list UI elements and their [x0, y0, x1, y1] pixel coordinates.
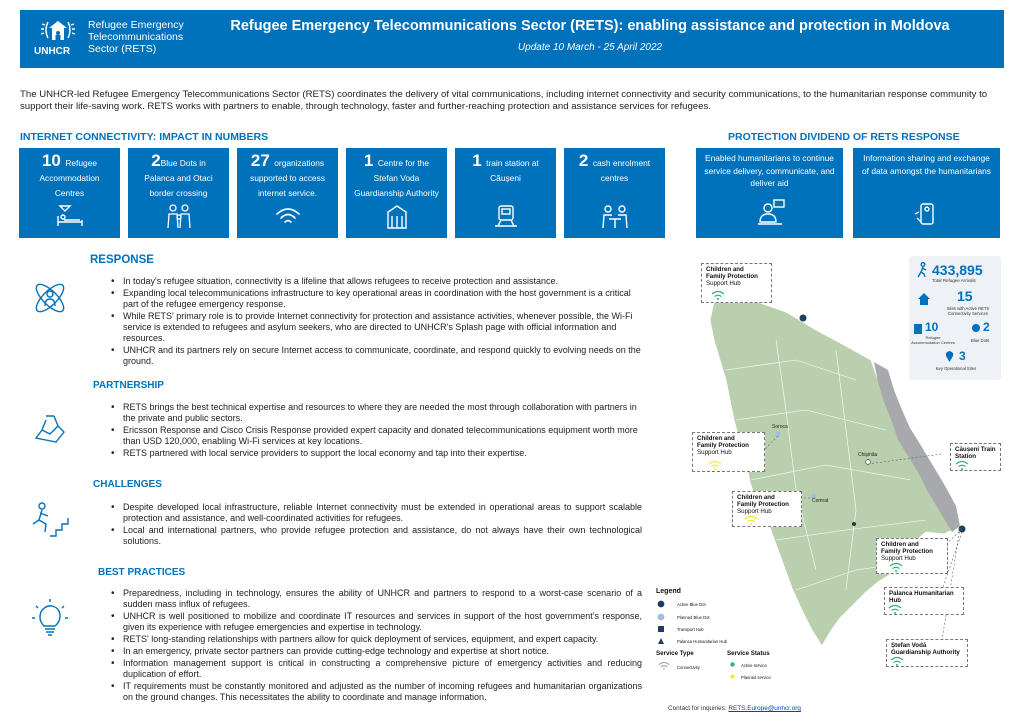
stat-cash-enrolment: 2 cash enrolment centres	[564, 148, 665, 238]
list-item: • Preparedness, including in technology, ensures the ability of UNHCR and partners to respond to a worst-case scenario of a sudden mass influx of refugees.	[108, 588, 642, 610]
connectivity-active-icon	[890, 656, 904, 666]
page-title: Refugee Emergency Telecommunications Sector (RETS): enabling assistance and protection in Moldova	[230, 18, 950, 34]
partnership-list	[108, 402, 642, 460]
connectivity-active-icon	[888, 604, 902, 614]
map-stats-panel: 433,895 Total Refugee Arrivals 15 Sites with Active RETS Connectivity Services 10 Refugee Accommodation Centres 2 Blue Dots 3 Key Operational Sites	[909, 256, 1001, 380]
stat-blue-dots: 2	[983, 320, 990, 334]
laptop-user-icon	[754, 198, 786, 230]
blue-dot-marker	[800, 315, 807, 322]
callout-palanca-humanitarian-hub: Palanca Humanitarian Hub	[884, 587, 964, 615]
protection-heading: PROTECTION DIVIDEND OF RETS RESPONSE	[728, 131, 960, 143]
bed-icon	[55, 202, 85, 230]
unhcr-caption: UNHCR	[34, 46, 71, 57]
stat-guardianship-centre: 1 Centre for the Stefan Voda Guardianship Authority	[346, 148, 447, 238]
stairs-climb-icon	[28, 498, 72, 542]
legend-item: Transport Hub	[677, 627, 704, 632]
transport-hub-icon	[657, 625, 665, 633]
list-item: • Information management support is critical in constructing a comprehensive picture of emergency activities and reducing duplication of effort.	[108, 658, 642, 680]
protection-box-service-delivery: Enabled humanitarians to continue service delivery, communicate, and deliver aid	[696, 148, 843, 238]
list-item: • Expanding local telecommunications infrastructure to key operational areas in coordination with the host government is a critical part of the refugee emergency response.	[108, 288, 642, 310]
impact-heading: INTERNET CONNECTIVITY: IMPACT IN NUMBERS	[20, 131, 269, 143]
legend-status-item: Planned service	[741, 675, 771, 680]
list-item: • Despite developed local infrastructure, reliable Internet connectivity must be extended in operational areas to support scalable protection and assistance, and well-coordinated activities for refugees.	[108, 502, 642, 524]
cash-desk-icon	[600, 202, 630, 230]
best-practices-heading: BEST PRACTICES	[98, 567, 186, 578]
service-type-title: Service Type	[656, 650, 694, 657]
response-heading: RESPONSE	[90, 254, 154, 266]
protection-box-information-sharing: Information sharing and exchange of data amongst the humanitarians	[853, 148, 1000, 238]
active-service-dot-icon	[730, 662, 735, 667]
list-item: • RETS' long-standing relationships with partners allow for quick deployment of services, equipment, and expert capacity.	[108, 634, 642, 645]
legend-status-item: Active service	[741, 663, 767, 668]
list-item: • IT requirements must be constantly monitored and adjusted as the number of incoming refugees and humanitarian organizations on the ground changes. This necessitates the ability to coordinate and manage information.	[108, 681, 642, 703]
contact-line: Contact for inquiries: RETS.Europe@unhcr.org	[668, 705, 801, 712]
wifi-icon	[273, 202, 303, 230]
stat-organizations: 27 organizations supported to access internet service.	[237, 148, 338, 238]
list-item: • RETS partnered with local service providers to support the local economy and tap into their expertise.	[108, 448, 642, 459]
legend-item: Active Blue Dot	[677, 602, 706, 607]
legend-title: Legend	[656, 588, 681, 595]
legend-item: Palanca Humanitarian Hub	[677, 639, 728, 644]
header-banner	[20, 10, 1004, 68]
callout-causeni-train-station: Căușeni Train Station	[950, 443, 1001, 471]
stat-train-station: 1 train station at Căușeni	[455, 148, 556, 238]
handshake-icon	[28, 404, 72, 448]
response-list	[108, 276, 642, 368]
city-label: Soroca	[772, 424, 788, 430]
list-item: • While RETS' primary role is to provide Internet connectivity for protection and assistance activities, whenever possible, the Wi-Fi service is extended to refugees and asylum seekers, who are directed to UNHCR's Splash page with official information and resources.	[108, 311, 642, 344]
connectivity-active-icon	[955, 460, 969, 470]
list-item: • UNHCR and its partners rely on secure Internet access to communicate, coordinate, and respond quickly to evolving needs on the ground.	[108, 345, 642, 367]
list-item: • In today's refugee situation, connectivity is a lifeline that allows refugees to receive protection and assistance.	[108, 276, 642, 287]
stat-total-refugees: 433,895	[932, 262, 983, 278]
planned-blue-dot-icon	[657, 613, 665, 621]
connectivity-planned-icon	[744, 515, 758, 525]
family-icon	[164, 202, 194, 230]
connectivity-legend-icon	[658, 661, 670, 670]
connectivity-active-icon	[889, 562, 903, 572]
connectivity-active-icon	[711, 290, 725, 300]
best-practices-list	[108, 588, 642, 704]
service-status-title: Service Status	[727, 650, 770, 657]
location-pin-icon	[945, 350, 954, 362]
intro-paragraph: The UNHCR-led Refugee Emergency Telecommunications Sector (RETS) coordinates the delivery of vital communications, including internet connectivity and security communications, to the humanitarian response community to support their life-saving work. RETS works with partners to enable, through technology, faster and further-reaching protection and assistance services for refugees.	[20, 89, 988, 112]
legend-item: Planned Blue Dot	[677, 615, 710, 620]
contact-email-link[interactable]: RETS.Europe@unhcr.org	[728, 705, 801, 712]
list-item: • UNHCR is well positioned to mobilize and coordinate IT resources and services in support of the host government's response, given its experience with refugee emergencies and expertise in technology.	[108, 611, 642, 633]
stat-accommodation: 10	[925, 320, 939, 334]
city-label: Comrat	[812, 498, 829, 504]
challenges-heading: CHALLENGES	[93, 479, 162, 490]
challenges-list	[108, 502, 642, 548]
lightbulb-icon	[28, 598, 72, 642]
walking-person-icon	[914, 262, 930, 278]
callout-children-protection-hub-north: Children and Family Protection Support Hub	[701, 263, 772, 303]
stat-key-sites: 3	[959, 349, 966, 363]
atom-user-icon	[28, 276, 72, 320]
connectivity-planned-icon	[708, 460, 722, 470]
callout-children-protection-hub-south: Children and Family Protection Support Hub	[876, 538, 948, 574]
callout-children-protection-hub-center: Children and Family Protection Support Hub	[732, 491, 802, 527]
building-icon	[382, 202, 412, 230]
list-item: • RETS brings the best technical expertise and resources to where they are needed the most through collaboration with partners in the private and public sectors.	[108, 402, 642, 424]
rets-name: Refugee Emergency Telecommunications Sector (RETS)	[88, 19, 184, 55]
stat-active-sites: 15	[957, 288, 973, 304]
phone-hand-icon	[911, 198, 943, 230]
humanitarian-hub-icon	[657, 637, 665, 645]
stat-accommodation-centres: 10 Refugee Accommodation Centres	[19, 148, 120, 238]
house-icon	[917, 292, 931, 306]
planned-service-dot-icon	[730, 674, 735, 679]
update-period: Update 10 March - 25 April 2022	[517, 42, 663, 53]
callout-stefan-voda-authority: Ștefan Vodă Guardianship Authority	[886, 639, 968, 667]
station-icon	[491, 202, 521, 230]
building-small-icon	[913, 322, 923, 334]
list-item: • Local and international partners, who provide refugee protection and assistance, do not always have their own technological solutions.	[108, 525, 642, 547]
list-item: • Ericsson Response and Cisco Crisis Response provided expert capacity and donated telecommunications equipment worth more than USD 120,000, enabling Wi-Fi services at key locations.	[108, 425, 642, 447]
blue-dot-icon	[971, 323, 981, 333]
active-blue-dot-icon	[657, 600, 665, 608]
partnership-heading: PARTNERSHIP	[93, 380, 164, 391]
stat-blue-dots: 2Blue Dots in Palanca and Otaci border crossing	[128, 148, 229, 238]
city-label: Chișinău	[858, 452, 878, 458]
service-type-label: Connectivity	[677, 665, 700, 670]
list-item: • In an emergency, private sector partners can provide cutting-edge technology and expertise at short notice.	[108, 646, 642, 657]
callout-children-protection-hub-west: Children and Family Protection Support Hub	[692, 432, 765, 472]
